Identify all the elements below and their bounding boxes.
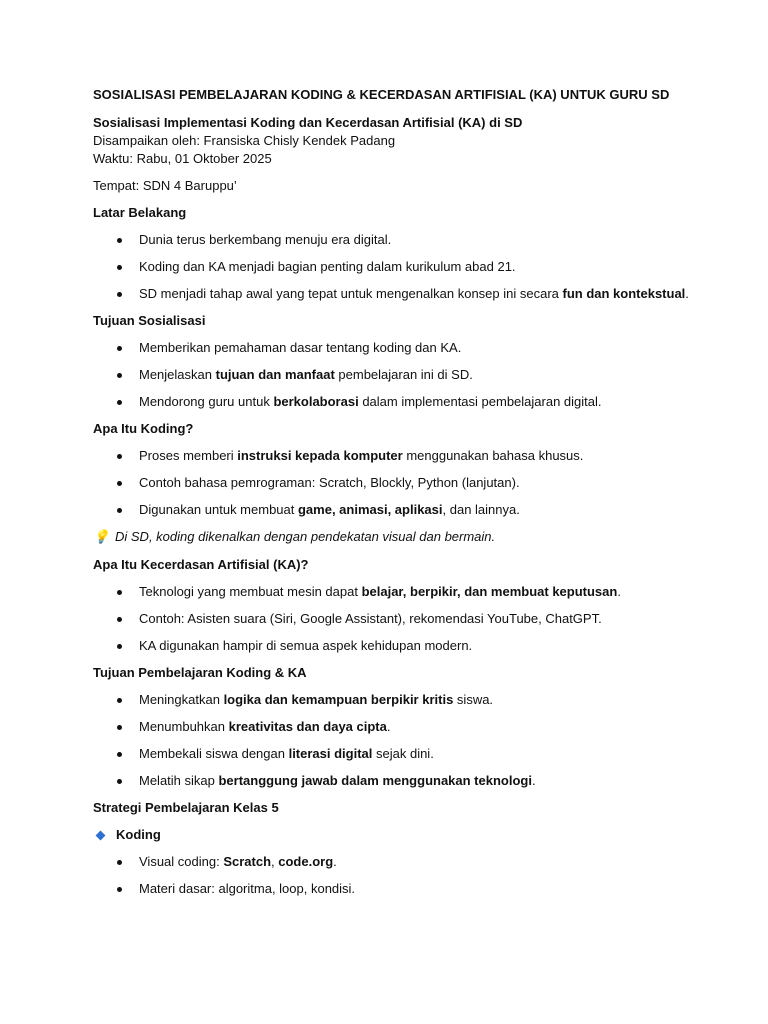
list-item-bold-text: kreativitas dan daya cipta [228, 719, 387, 734]
document-page [93, 86, 733, 907]
list-item [93, 583, 733, 601]
list-item-text: Contoh bahasa pemrograman: Scratch, Blockly, Python (lanjutan). [139, 475, 520, 490]
list-item [93, 637, 733, 655]
list-item-text: siswa. [453, 692, 494, 707]
list-item [93, 231, 733, 249]
list-item-text: Menumbuhkan [139, 719, 229, 734]
list-item-bold-text: bertanggung jawab dalam menggunakan teknologi [218, 773, 532, 788]
place-line: Tempat: SDN 4 Baruppu’ [93, 178, 237, 193]
list-item-text: . [386, 719, 391, 734]
list-item-text: , [271, 854, 279, 869]
list-item-bold-text: fun dan kontekstual [562, 286, 686, 301]
list-item-text: . [617, 584, 621, 599]
list-item [93, 718, 733, 736]
list-item-text: , dan lainnya. [442, 502, 520, 517]
strategi-subheading [93, 826, 733, 844]
list-item-text: . [531, 773, 536, 788]
list-item [93, 339, 733, 357]
list-item-text: Teknologi yang membuat mesin dapat [139, 584, 362, 599]
list-item-text: Koding dan KA menjadi bagian penting dalam kurikulum abad 21. [139, 259, 516, 274]
section-heading-latar: Latar Belakang [93, 205, 187, 220]
list-item-text: . [333, 854, 337, 869]
list-latar [93, 231, 733, 303]
koding-note-text: Di SD, koding dikenalkan dengan pendekatan visual dan bermain. [115, 529, 496, 544]
list-item [93, 393, 733, 411]
section-heading-ka: Apa Itu Kecerdasan Artifisial (KA)? [93, 557, 309, 572]
presenter-line: Disampaikan oleh: Fransiska Chisly Kendek Padang [93, 133, 396, 148]
list-item-bold-text: code.org [278, 854, 334, 869]
section-heading-strategi: Strategi Pembelajaran Kelas 5 [93, 800, 279, 815]
list-item [93, 474, 733, 492]
list-item-text: KA digunakan hampir di semua aspek kehidupan modern. [139, 638, 473, 653]
lightbulb-icon: 💡 [93, 529, 110, 544]
koding-note [93, 528, 733, 546]
time-line: Waktu: Rabu, 01 Oktober 2025 [93, 151, 272, 166]
section-heading-tujuan: Tujuan Sosialisasi [93, 313, 206, 328]
list-item-text: sejak dini. [372, 746, 434, 761]
list-item-text: Memberikan pemahaman dasar tentang koding dan KA. [139, 340, 462, 355]
list-item [93, 853, 733, 871]
list-item-bold-text: tujuan dan manfaat [215, 367, 335, 382]
list-strategi [93, 853, 733, 898]
list-item [93, 610, 733, 628]
list-koding [93, 447, 733, 519]
list-item [93, 366, 733, 384]
list-item-bold-text: literasi digital [288, 746, 373, 761]
list-item [93, 285, 733, 303]
list-item-text: dalam implementasi pembelajaran digital. [358, 394, 602, 409]
list-item-bold-text: instruksi kepada komputer [237, 448, 403, 463]
list-item-text: menggunakan bahasa khusus. [402, 448, 584, 463]
list-item-text: pembelajaran ini di SD. [334, 367, 473, 382]
list-item-text: Dunia terus berkembang menuju era digital. [139, 232, 392, 247]
list-item-text: Proses memberi [139, 448, 238, 463]
section-heading-tujuan-pembelajaran: Tujuan Pembelajaran Koding & KA [93, 665, 307, 680]
list-item-text: Menjelaskan [139, 367, 216, 382]
list-item-text: Melatih sikap [139, 773, 219, 788]
list-tujuan-pembelajaran [93, 691, 733, 790]
list-item-text: . [685, 286, 689, 301]
list-item-text: Mendorong guru untuk [139, 394, 274, 409]
list-item-text: Contoh: Asisten suara (Siri, Google Assistant), rekomendasi YouTube, ChatGPT. [139, 611, 602, 626]
document-title: SOSIALISASI PEMBELAJARAN KODING & KECERDASAN ARTIFISIAL (KA) UNTUK GURU SD [93, 87, 670, 102]
list-item-bold-text: game, animasi, aplikasi [297, 502, 443, 517]
list-item [93, 501, 733, 519]
list-item-text: Meningkatkan [139, 692, 224, 707]
list-item-text: Membekali siswa dengan [139, 746, 289, 761]
list-item [93, 691, 733, 709]
diamond-bullet-icon [96, 830, 106, 840]
list-item [93, 745, 733, 763]
strategi-subheading-text: Koding [116, 827, 161, 842]
document-subtitle: Sosialisasi Implementasi Koding dan Kecerdasan Artifisial (KA) di SD [93, 115, 523, 130]
list-item-text: Materi dasar: algoritma, loop, kondisi. [139, 881, 356, 896]
list-item [93, 258, 733, 276]
list-ka [93, 583, 733, 655]
list-item-text: SD menjadi tahap awal yang tepat untuk mengenalkan konsep ini secara [139, 286, 563, 301]
list-item [93, 880, 733, 898]
list-item-text: Digunakan untuk membuat [139, 502, 298, 517]
list-item-bold-text: logika dan kemampuan berpikir kritis [223, 692, 454, 707]
list-item [93, 772, 733, 790]
list-item-bold-text: berkolaborasi [273, 394, 359, 409]
list-tujuan [93, 339, 733, 411]
list-item-bold-text: Scratch [223, 854, 272, 869]
list-item-bold-text: belajar, berpikir, dan membuat keputusan [361, 584, 618, 599]
list-item [93, 447, 733, 465]
list-item-text: Visual coding: [139, 854, 224, 869]
section-heading-koding: Apa Itu Koding? [93, 421, 194, 436]
